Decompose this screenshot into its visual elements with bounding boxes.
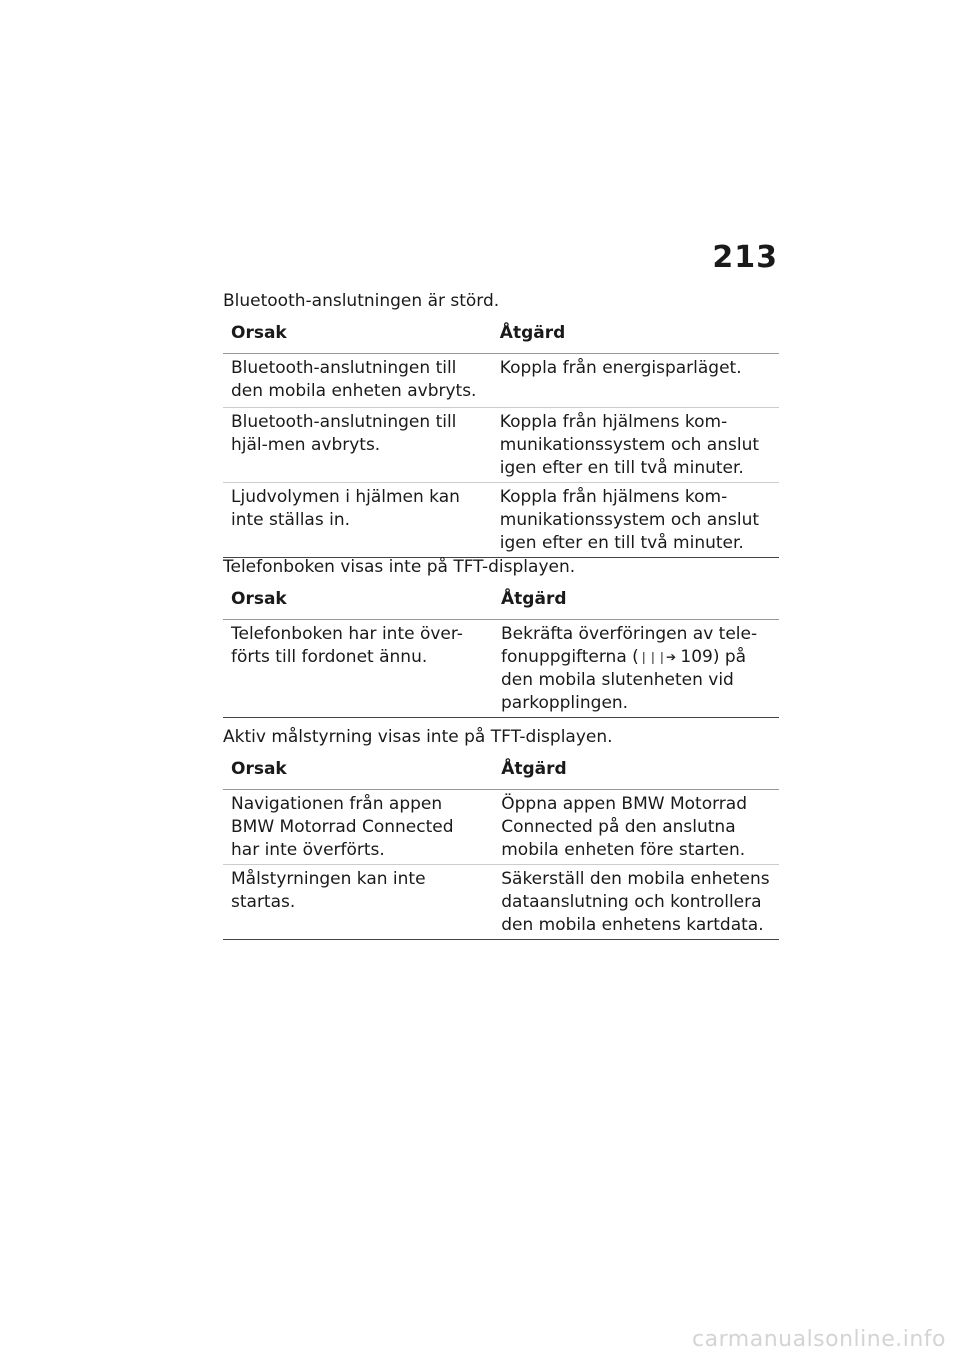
page-number: 213 (712, 240, 778, 275)
table-row (223, 483, 779, 558)
action-text-post: ) på den mobila slutenheten vid parkopplingen. (501, 647, 747, 713)
section-title: Telefonboken visas inte på TFT-displayen. (223, 557, 576, 577)
site-watermark: carmanualsonline.info (692, 1327, 946, 1352)
table-row (223, 408, 779, 483)
table-row (223, 620, 779, 718)
section-bluetooth-disturbed (223, 290, 779, 558)
table-row (223, 790, 779, 865)
table-header-row (223, 754, 779, 790)
cell-action: Öppna appen BMW Motorrad Connected på den anslutna mobila enheten före starten. (493, 790, 779, 865)
header-action: Åtgärd (493, 754, 779, 790)
header-action: Åtgärd (493, 584, 779, 620)
section-title: Bluetooth-anslutningen är störd. (223, 291, 500, 311)
cell-cause: Bluetooth-anslutningen till hjäl-men avbryts. (223, 408, 492, 483)
table-row (223, 865, 779, 940)
header-cause: Orsak (223, 318, 492, 354)
cell-cause: Målstyrningen kan inte startas. (223, 865, 493, 940)
cell-cause: Bluetooth-anslutningen till den mobila enheten avbryts. (223, 354, 492, 408)
section-title: Aktiv målstyrning visas inte på TFT-displayen. (223, 727, 613, 747)
action-text-pre: Bekräfta överföringen av tele-fonuppgifterna ( (501, 624, 758, 667)
section-phonebook-not-shown (223, 556, 779, 718)
header-cause: Orsak (223, 754, 493, 790)
cell-action: Koppla från hjälmens kom-munikationssystem och anslut igen efter en till två minuter. (492, 483, 779, 558)
section-navigation-not-shown (223, 726, 779, 940)
cell-action (493, 620, 779, 718)
header-action: Åtgärd (492, 318, 779, 354)
table-header-row (223, 318, 779, 354)
cell-cause: Telefonboken har inte över-förts till fordonet ännu. (223, 620, 493, 718)
table-row (223, 354, 779, 408)
troubleshooting-table (223, 584, 779, 718)
table-header-row (223, 584, 779, 620)
troubleshooting-table (223, 754, 779, 940)
cell-cause: Navigationen från appen BMW Motorrad Connected har inte överförts. (223, 790, 493, 865)
cell-cause: Ljudvolymen i hjälmen kan inte ställas in. (223, 483, 492, 558)
page-reference-link[interactable]: 109 (680, 647, 713, 667)
cell-action: Koppla från energisparläget. (492, 354, 779, 408)
header-cause: Orsak (223, 584, 493, 620)
cell-action: Koppla från hjälmens kom-munikationssystem och anslut igen efter en till två minuter. (492, 408, 779, 483)
cell-action: Säkerställ den mobila enhetens dataanslutning och kontrollera den mobila enhetens kartdata. (493, 865, 779, 940)
troubleshooting-table (223, 318, 779, 558)
arrow-reference-icon: ❘❘❘➔ (638, 650, 675, 664)
